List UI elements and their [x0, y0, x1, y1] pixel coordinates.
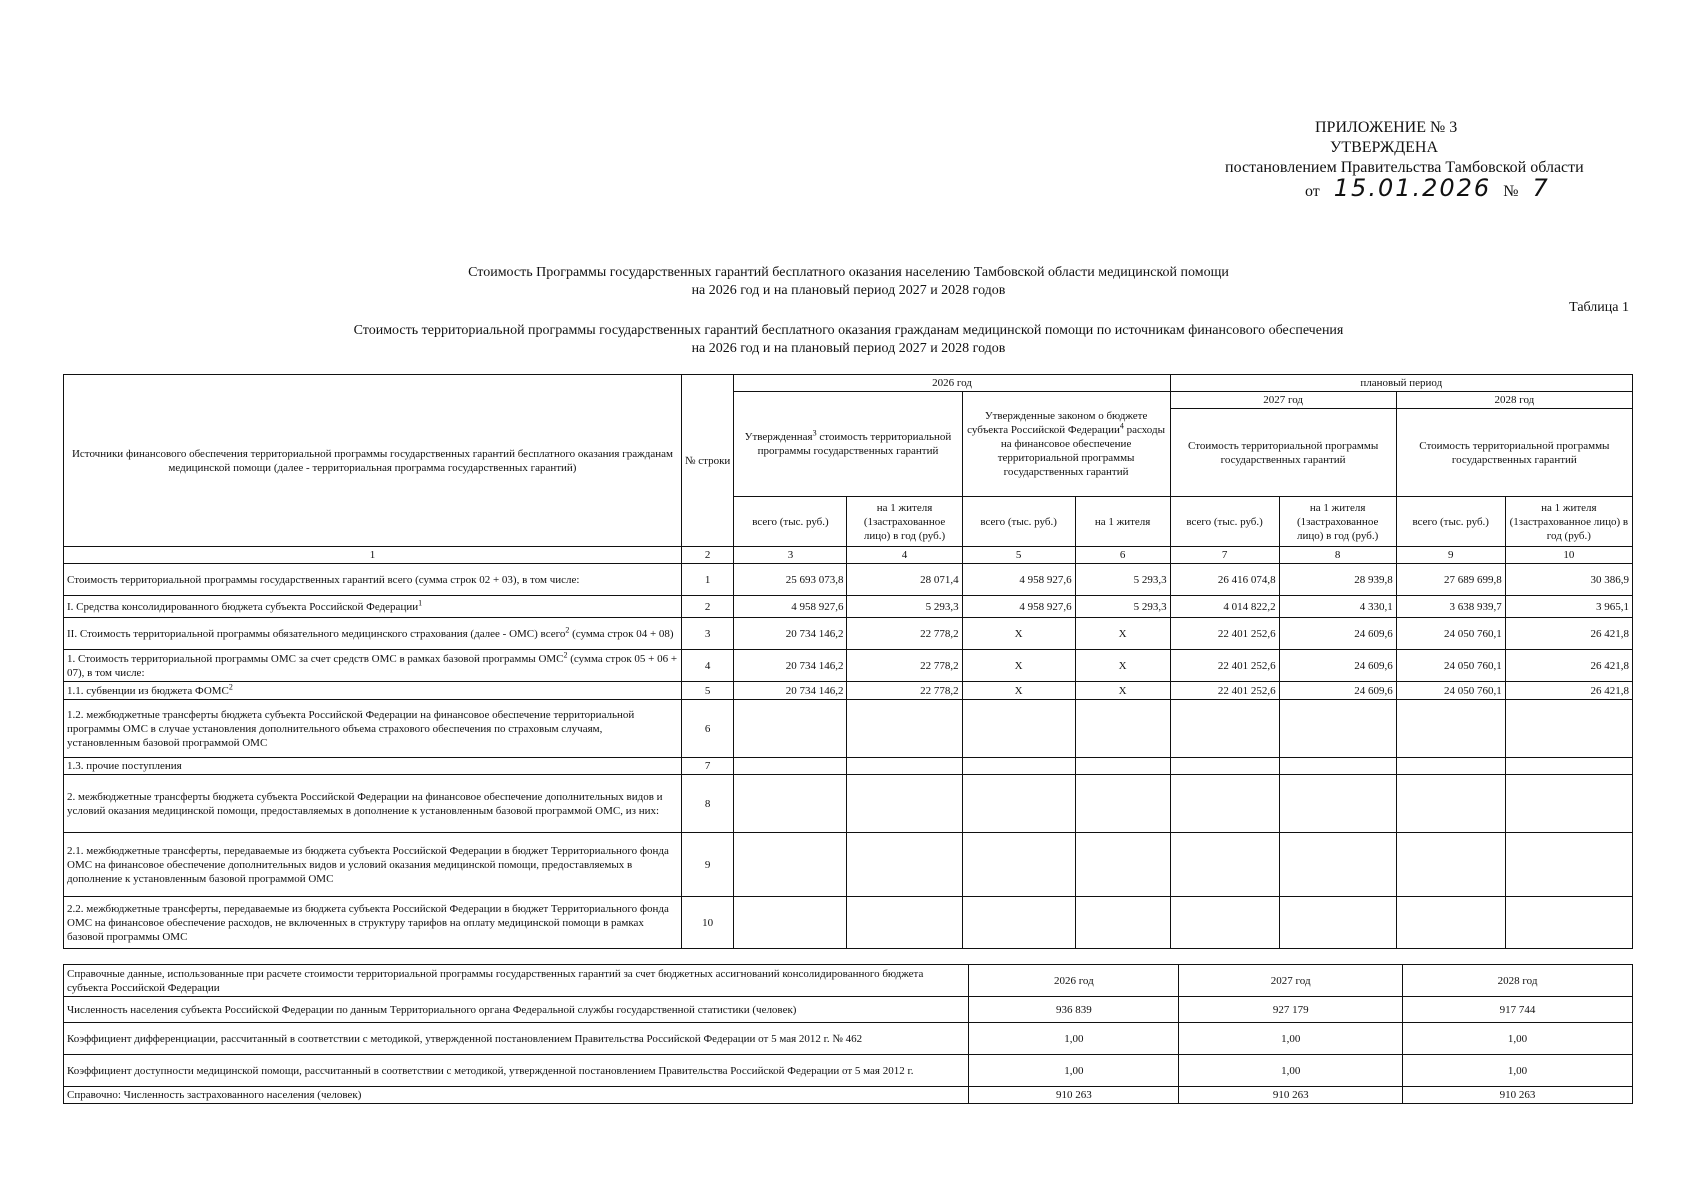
value-cell [1170, 700, 1279, 758]
value-cell [1075, 775, 1170, 833]
financing-table [63, 374, 1633, 949]
reference-value: 1,00 [1179, 1023, 1403, 1055]
reference-table [63, 964, 1633, 1104]
subtitle-line-1: Стоимость территориальной программы государственных гарантий бесплатного оказания гражданам медицинской помощи по источникам финансового обеспечения [353, 323, 1344, 338]
row-number: 3 [681, 618, 734, 650]
subtitle-line-2: на 2026 год и на плановый период 2027 и 2028 годов [691, 341, 1006, 356]
document-title [0, 264, 1697, 300]
reference-value: 910 263 [969, 1087, 1179, 1104]
column-number: 1 [64, 547, 682, 564]
approved-sup: 3 [812, 428, 817, 438]
value-cell [1396, 833, 1505, 897]
value-cell [734, 833, 847, 897]
value-cell [1505, 833, 1632, 897]
footnote-mark: 2 [228, 681, 233, 691]
table-row [64, 700, 1633, 758]
row-number: 6 [681, 700, 734, 758]
value-cell: 4 958 927,6 [734, 596, 847, 618]
value-cell: 26 421,8 [1505, 618, 1632, 650]
value-cell [962, 897, 1075, 949]
header-per-insured: на 1 жителя (1застрахованное лицо) в год (руб.) [1279, 497, 1396, 547]
row-number: 2 [681, 596, 734, 618]
value-cell: 24 050 760,1 [1396, 650, 1505, 682]
row-label-text: II. Стоимость территориальной программы обязательного медицинского страхования (далее - ОМС) всего [67, 627, 566, 640]
value-cell [1170, 897, 1279, 949]
column-number: 3 [734, 547, 847, 564]
approved-text-a: Утвержденная [744, 431, 813, 443]
table-label: Таблица 1 [1569, 300, 1629, 315]
table-row [64, 833, 1633, 897]
value-cell [962, 700, 1075, 758]
value-cell [1170, 833, 1279, 897]
header-cost-2028: Стоимость территориальной программы государственных гарантий [1396, 409, 1632, 497]
value-cell [1279, 700, 1396, 758]
row-label-text: 1.3. прочие поступления [67, 760, 182, 772]
column-number: 6 [1075, 547, 1170, 564]
value-cell [1505, 775, 1632, 833]
value-cell: 26 421,8 [1505, 682, 1632, 700]
table-body [64, 564, 1633, 949]
value-cell [1396, 700, 1505, 758]
row-label [64, 618, 682, 650]
header-planned: плановый период [1170, 375, 1632, 392]
row-number: 5 [681, 682, 734, 700]
value-cell: 27 689 699,8 [1396, 564, 1505, 596]
value-cell [847, 897, 962, 949]
row-label [64, 650, 682, 682]
value-cell [1396, 897, 1505, 949]
table-row [64, 564, 1633, 596]
value-cell: 22 778,2 [847, 618, 962, 650]
row-number: 1 [681, 564, 734, 596]
value-cell: 20 734 146,2 [734, 618, 847, 650]
footnote-mark: 2 [563, 649, 568, 659]
value-cell: 30 386,9 [1505, 564, 1632, 596]
value-cell: 22 401 252,6 [1170, 650, 1279, 682]
value-cell: X [962, 618, 1075, 650]
value-cell: 4 958 927,6 [962, 596, 1075, 618]
row-label [64, 700, 682, 758]
reference-value: 1,00 [969, 1055, 1179, 1087]
value-cell [734, 700, 847, 758]
value-cell: 28 071,4 [847, 564, 962, 596]
value-cell [1279, 833, 1396, 897]
table-row [64, 897, 1633, 949]
reference-row [64, 965, 1633, 997]
column-numbers-row [64, 547, 1633, 564]
value-cell [1505, 897, 1632, 949]
header-law-expenses [962, 392, 1170, 497]
value-cell: X [1075, 682, 1170, 700]
value-cell [1396, 775, 1505, 833]
column-number: 9 [1396, 547, 1505, 564]
value-cell [734, 775, 847, 833]
row-label [64, 682, 682, 700]
header-per-resident: на 1 жителя [1075, 497, 1170, 547]
value-cell: 22 401 252,6 [1170, 618, 1279, 650]
law-text-a: Утвержденные законом о бюджете субъекта Российской Федерации [967, 410, 1148, 436]
table-row [64, 596, 1633, 618]
value-cell: 26 416 074,8 [1170, 564, 1279, 596]
footnote-mark: 2 [565, 624, 570, 634]
reference-row [64, 997, 1633, 1023]
value-cell: 24 609,6 [1279, 682, 1396, 700]
number-sign: № [1503, 183, 1519, 200]
value-cell: 5 293,3 [1075, 564, 1170, 596]
row-label-text: I. Средства консолидированного бюджета субъекта Российской Федерации [67, 600, 419, 613]
reference-label: Численность населения субъекта Российской Федерации по данным Территориального органа Федеральной службы государственной статистики (человек) [64, 997, 969, 1023]
value-cell [734, 897, 847, 949]
reference-label: Справочные данные, использованные при расчете стоимости территориальной программы государственных гарантий за счет бюджетных ассигнований консолидированного бюджета субъекта Российской Федерации [64, 965, 969, 997]
value-cell [1505, 700, 1632, 758]
reference-label: Коэффициент доступности медицинской помощи, рассчитанный в соответствии с методикой, утвержденной постановлением Правительства Российской Федерации от 5 мая 2012 г. [64, 1055, 969, 1087]
row-label-text: 2. межбюджетные трансферты бюджета субъекта Российской Федерации на финансовое обеспечение дополнительных видов и условий оказания медицинской помощи, предоставляемых в дополнение к установленным базовой программой ОМС, из них: [67, 790, 663, 817]
reference-value: 2028 год [1403, 965, 1633, 997]
value-cell: 24 050 760,1 [1396, 682, 1505, 700]
value-cell [1075, 897, 1170, 949]
value-cell [1279, 897, 1396, 949]
row-number: 8 [681, 775, 734, 833]
appendix-title: ПРИЛОЖЕНИЕ № 3 [1315, 119, 1458, 136]
value-cell: X [962, 682, 1075, 700]
value-cell: 22 778,2 [847, 650, 962, 682]
table-row [64, 618, 1633, 650]
reference-row [64, 1087, 1633, 1104]
from-label: от [1305, 183, 1320, 200]
value-cell [1170, 758, 1279, 775]
header-sources: Источники финансового обеспечения территориальной программы государственных гарантий бесплатного оказания гражданам медицинской помощи (далее - территориальная программа государственных гарантий) [64, 375, 682, 547]
row-label [64, 758, 682, 775]
reference-label: Справочно: Численность застрахованного населения (человек) [64, 1087, 969, 1104]
value-cell: 4 958 927,6 [962, 564, 1075, 596]
title-line-1: Стоимость Программы государственных гарантий бесплатного оказания населению Тамбовской области медицинской помощи [468, 265, 1229, 280]
law-sup: 4 [1119, 421, 1124, 431]
value-cell: 26 421,8 [1505, 650, 1632, 682]
value-cell: 5 293,3 [847, 596, 962, 618]
value-cell: 24 050 760,1 [1396, 618, 1505, 650]
value-cell [847, 758, 962, 775]
reference-value: 910 263 [1403, 1087, 1633, 1104]
value-cell [962, 758, 1075, 775]
row-number: 4 [681, 650, 734, 682]
reference-value: 1,00 [969, 1023, 1179, 1055]
row-label-text: Стоимость территориальной программы государственных гарантий всего (сумма строк 02 + 03), в том числе: [67, 573, 580, 586]
value-cell: 4 330,1 [1279, 596, 1396, 618]
row-number: 10 [681, 897, 734, 949]
reference-row [64, 1055, 1633, 1087]
reference-value: 1,00 [1179, 1055, 1403, 1087]
row-label [64, 596, 682, 618]
row-label-text: 2.1. межбюджетные трансферты, передаваемые из бюджета субъекта Российской Федерации в бюджет Территориального фонда ОМС на финансовое обеспечение дополнительных видов и условий оказания медицинской помощи, предоставляемых в дополнение к установленным базовой программой ОМС [67, 844, 669, 885]
column-number: 5 [962, 547, 1075, 564]
reference-value: 917 744 [1403, 997, 1633, 1023]
value-cell [1075, 700, 1170, 758]
value-cell [1075, 833, 1170, 897]
decree-date-line [1305, 174, 1645, 202]
value-cell: 20 734 146,2 [734, 650, 847, 682]
decree-label: постановлением Правительства Тамбовской области [1225, 159, 1584, 176]
footnote-mark: 1 [418, 597, 423, 607]
reference-value: 910 263 [1179, 1087, 1403, 1104]
header-2026: 2026 год [734, 375, 1170, 392]
header-2028: 2028 год [1396, 392, 1632, 409]
value-cell [962, 775, 1075, 833]
law-text-b: расходы на финансовое обеспечение территориальной программы государственных гарантий [997, 424, 1165, 478]
header-row-no: № строки [681, 375, 734, 547]
value-cell [962, 833, 1075, 897]
value-cell: X [1075, 650, 1170, 682]
value-cell [847, 833, 962, 897]
header-total: всего (тыс. руб.) [1396, 497, 1505, 547]
reference-value: 1,00 [1403, 1055, 1633, 1087]
value-cell: X [962, 650, 1075, 682]
reference-body [64, 965, 1633, 1104]
row-label-text: 1.2. межбюджетные трансферты бюджета субъекта Российской Федерации на финансовое обеспечение территориальной программы ОМС в случае установления дополнительного объема страхового обеспечения по страховым случаям, установленным базовой программой ОМС [67, 708, 635, 749]
table-row [64, 682, 1633, 700]
header-per-insured: на 1 жителя (1застрахованное лицо) в год (руб.) [1505, 497, 1632, 547]
value-cell: 24 609,6 [1279, 618, 1396, 650]
header-cost-2027: Стоимость территориальной программы государственных гарантий [1170, 409, 1396, 497]
row-label [64, 897, 682, 949]
value-cell [1075, 758, 1170, 775]
row-label [64, 775, 682, 833]
row-label-text: 1. Стоимость территориальной программы ОМС за счет средств ОМС в рамках базовой программы ОМС [67, 652, 564, 665]
value-cell: 4 014 822,2 [1170, 596, 1279, 618]
header-approved-cost [734, 392, 962, 497]
value-cell: 5 293,3 [1075, 596, 1170, 618]
reference-row [64, 1023, 1633, 1055]
table-subtitle [0, 322, 1697, 358]
header-total: всего (тыс. руб.) [962, 497, 1075, 547]
reference-value: 2027 год [1179, 965, 1403, 997]
table-row [64, 758, 1633, 775]
value-cell: 28 939,8 [1279, 564, 1396, 596]
column-number: 7 [1170, 547, 1279, 564]
value-cell: 3 638 939,7 [1396, 596, 1505, 618]
value-cell [1170, 775, 1279, 833]
value-cell [1505, 758, 1632, 775]
row-label-text: 2.2. межбюджетные трансферты, передаваемые из бюджета субъекта Российской Федерации в бюджет Территориального фонда ОМС на финансовое обеспечение расходов, не включенных в структуру тарифов на оплату медицинской помощи в рамках базовой программы ОМС [67, 902, 669, 943]
value-cell: 22 778,2 [847, 682, 962, 700]
value-cell [1279, 775, 1396, 833]
value-cell [847, 775, 962, 833]
decree-date: 15.01.2026 [1333, 174, 1492, 202]
row-number: 7 [681, 758, 734, 775]
table-row [64, 775, 1633, 833]
row-label-text: 1.1. субвенции из бюджета ФОМС [67, 684, 229, 697]
header-per-insured: на 1 жителя (1застрахованное лицо) в год (руб.) [847, 497, 962, 547]
reference-label: Коэффициент дифференциации, рассчитанный в соответствии с методикой, утвержденной постановлением Правительства Российской Федерации от 5 мая 2012 г. № 462 [64, 1023, 969, 1055]
value-cell: 24 609,6 [1279, 650, 1396, 682]
reference-value: 927 179 [1179, 997, 1403, 1023]
header-total: всего (тыс. руб.) [1170, 497, 1279, 547]
table-row [64, 650, 1633, 682]
value-cell: 20 734 146,2 [734, 682, 847, 700]
row-label-tail: (сумма строк 04 + 08) [569, 627, 674, 640]
approved-text-b: стоимость территориальной программы государственных гарантий [757, 431, 952, 457]
column-number: 2 [681, 547, 734, 564]
row-label-tail: (сумма строк 05 + 06 + 07), в том числе: [67, 652, 678, 679]
value-cell [1396, 758, 1505, 775]
appendix-block [1225, 118, 1645, 202]
row-number: 9 [681, 833, 734, 897]
approved-label: УТВЕРЖДЕНА [1330, 139, 1439, 156]
row-label [64, 833, 682, 897]
reference-value: 1,00 [1403, 1023, 1633, 1055]
row-label [64, 564, 682, 596]
value-cell: 3 965,1 [1505, 596, 1632, 618]
reference-value: 936 839 [969, 997, 1179, 1023]
column-number: 10 [1505, 547, 1632, 564]
column-number: 8 [1279, 547, 1396, 564]
reference-value: 2026 год [969, 965, 1179, 997]
column-number: 4 [847, 547, 962, 564]
header-2027: 2027 год [1170, 392, 1396, 409]
value-cell: 25 693 073,8 [734, 564, 847, 596]
title-line-2: на 2026 год и на плановый период 2027 и 2028 годов [691, 283, 1006, 298]
header-total: всего (тыс. руб.) [734, 497, 847, 547]
value-cell [1279, 758, 1396, 775]
value-cell [847, 700, 962, 758]
value-cell: X [1075, 618, 1170, 650]
value-cell: 22 401 252,6 [1170, 682, 1279, 700]
value-cell [734, 758, 847, 775]
decree-number: 7 [1532, 174, 1550, 202]
